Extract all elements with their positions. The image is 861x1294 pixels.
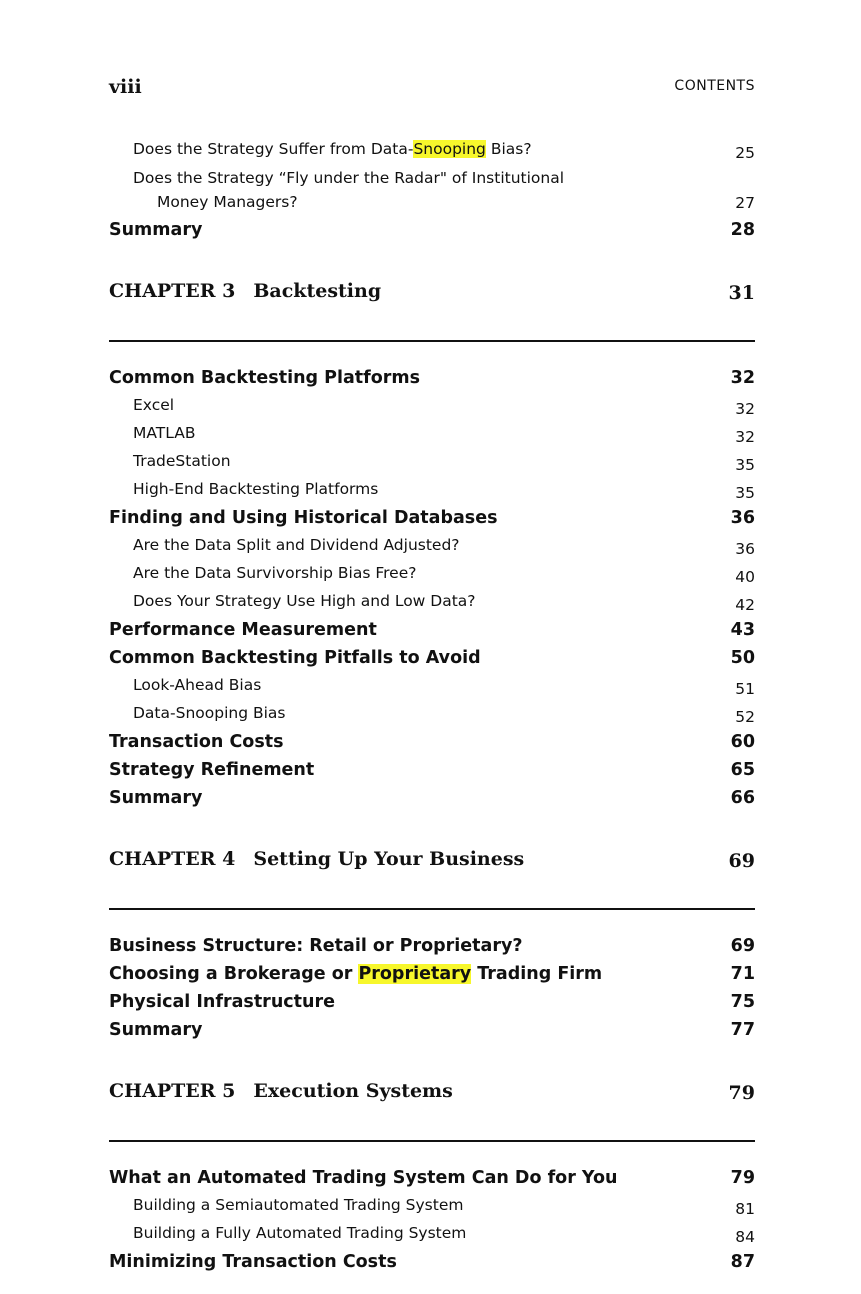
entry-title: Data-Snooping Bias bbox=[133, 704, 286, 722]
chapter-title bbox=[109, 848, 524, 870]
page-number: 40 bbox=[735, 568, 755, 586]
entry-title-line1: Does the Strategy “Fly under the Radar" of Institutional bbox=[133, 169, 565, 187]
toc-section-entry bbox=[109, 756, 755, 784]
table-of-contents bbox=[109, 136, 755, 1276]
page-number: 87 bbox=[730, 1252, 755, 1272]
toc-subsection-entry bbox=[109, 560, 755, 588]
page-number: 69 bbox=[730, 936, 755, 956]
chapter-title bbox=[109, 280, 381, 302]
toc-section-entry bbox=[109, 988, 755, 1016]
chapter-name: Backtesting bbox=[253, 280, 382, 302]
page-number: 35 bbox=[735, 484, 755, 502]
chapter-heading bbox=[109, 1066, 755, 1142]
page-number: 75 bbox=[730, 992, 755, 1012]
toc-section-entry bbox=[109, 1164, 755, 1192]
chapter-label: CHAPTER 3 bbox=[109, 280, 236, 302]
entry-title-part: Bias? bbox=[485, 140, 532, 158]
page-number: 71 bbox=[730, 964, 755, 984]
chapter-heading bbox=[109, 266, 755, 342]
toc-subsection-entry bbox=[109, 672, 755, 700]
entry-title bbox=[133, 166, 564, 214]
toc-subsection-entry bbox=[109, 700, 755, 728]
toc-subsection-entry bbox=[109, 1220, 755, 1248]
page-number: 51 bbox=[735, 680, 755, 698]
page-number: 28 bbox=[730, 220, 755, 240]
page-number: 32 bbox=[730, 368, 755, 388]
entry-title: MATLAB bbox=[133, 424, 196, 442]
running-head bbox=[109, 76, 755, 98]
chapter-name: Execution Systems bbox=[253, 1080, 453, 1102]
toc-section-entry bbox=[109, 364, 755, 392]
entry-title: Look-Ahead Bias bbox=[133, 676, 262, 694]
page-number: 69 bbox=[728, 850, 755, 872]
chapter-name: Setting Up Your Business bbox=[253, 848, 525, 870]
entry-title: Finding and Using Historical Databases bbox=[109, 508, 498, 528]
highlighted-term: Proprietary bbox=[358, 964, 472, 984]
toc-subsection-entry bbox=[109, 136, 755, 164]
toc-section-entry bbox=[109, 1248, 755, 1276]
entry-title: Building a Fully Automated Trading System bbox=[133, 1224, 467, 1242]
entry-title-line2: Money Managers? bbox=[157, 193, 298, 211]
entry-title-part: Trading Firm bbox=[471, 964, 603, 984]
page-number: 35 bbox=[735, 456, 755, 474]
page-number: 42 bbox=[735, 596, 755, 614]
entry-title: Does Your Strategy Use High and Low Data? bbox=[133, 592, 476, 610]
running-title: CONTENTS bbox=[674, 78, 755, 94]
entry-title: Summary bbox=[109, 220, 203, 240]
toc-section-entry bbox=[109, 932, 755, 960]
page-number: 52 bbox=[735, 708, 755, 726]
page-number: 32 bbox=[735, 400, 755, 418]
entry-title-part: Choosing a Brokerage or bbox=[109, 964, 359, 984]
toc-section-entry bbox=[109, 960, 755, 988]
entry-title: Common Backtesting Pitfalls to Avoid bbox=[109, 648, 481, 668]
entry-title: Minimizing Transaction Costs bbox=[109, 1252, 397, 1272]
page-number: 25 bbox=[735, 144, 755, 162]
page-number: 36 bbox=[735, 540, 755, 558]
entry-title: Are the Data Split and Dividend Adjusted? bbox=[133, 536, 460, 554]
chapter-title bbox=[109, 1080, 453, 1102]
entry-title: Performance Measurement bbox=[109, 620, 377, 640]
entry-title: Building a Semiautomated Trading System bbox=[133, 1196, 464, 1214]
toc-subsection-entry bbox=[109, 588, 755, 616]
entry-title: TradeStation bbox=[133, 452, 231, 470]
book-page bbox=[109, 0, 755, 1294]
entry-title: Common Backtesting Platforms bbox=[109, 368, 421, 388]
page-folio: viii bbox=[109, 76, 142, 98]
entry-title: Business Structure: Retail or Proprietary? bbox=[109, 936, 523, 956]
toc-section-entry bbox=[109, 616, 755, 644]
page-number: 66 bbox=[730, 788, 755, 808]
chapter-heading bbox=[109, 834, 755, 910]
toc-subsection-entry bbox=[109, 1192, 755, 1220]
entry-title: Physical Infrastructure bbox=[109, 992, 335, 1012]
toc-subsection-entry bbox=[109, 392, 755, 420]
highlighted-term: Snooping bbox=[413, 140, 486, 158]
page-number: 50 bbox=[730, 648, 755, 668]
entry-title: Summary bbox=[109, 1020, 203, 1040]
toc-subsection-entry bbox=[109, 476, 755, 504]
entry-title bbox=[109, 964, 602, 984]
page-number: 60 bbox=[730, 732, 755, 752]
page-number: 65 bbox=[730, 760, 755, 780]
toc-subsection-entry bbox=[109, 420, 755, 448]
page-number: 31 bbox=[728, 282, 755, 304]
page-number: 43 bbox=[730, 620, 755, 640]
entry-title-part: Does the Strategy Suffer from Data- bbox=[133, 140, 414, 158]
toc-section-entry bbox=[109, 728, 755, 756]
page-number: 36 bbox=[730, 508, 755, 528]
page-number: 79 bbox=[730, 1168, 755, 1188]
entry-title: Are the Data Survivorship Bias Free? bbox=[133, 564, 417, 582]
entry-title bbox=[133, 140, 532, 158]
page-number: 84 bbox=[735, 1228, 755, 1246]
entry-title: High-End Backtesting Platforms bbox=[133, 480, 379, 498]
page-number: 81 bbox=[735, 1200, 755, 1218]
entry-title: What an Automated Trading System Can Do for You bbox=[109, 1168, 618, 1188]
toc-subsection-entry bbox=[109, 164, 755, 216]
entry-title: Strategy Refinement bbox=[109, 760, 315, 780]
toc-subsection-entry bbox=[109, 448, 755, 476]
page-number: 27 bbox=[735, 194, 755, 212]
toc-subsection-entry bbox=[109, 532, 755, 560]
toc-section-entry bbox=[109, 644, 755, 672]
page-number: 79 bbox=[728, 1082, 755, 1104]
page-number: 77 bbox=[730, 1020, 755, 1040]
page-number: 32 bbox=[735, 428, 755, 446]
entry-title: Transaction Costs bbox=[109, 732, 284, 752]
entry-title: Excel bbox=[133, 396, 175, 414]
chapter-label: CHAPTER 5 bbox=[109, 1080, 236, 1102]
toc-section-entry bbox=[109, 216, 755, 244]
toc-section-entry bbox=[109, 784, 755, 812]
entry-title: Summary bbox=[109, 788, 203, 808]
toc-section-entry bbox=[109, 1016, 755, 1044]
chapter-label: CHAPTER 4 bbox=[109, 848, 236, 870]
toc-section-entry bbox=[109, 504, 755, 532]
